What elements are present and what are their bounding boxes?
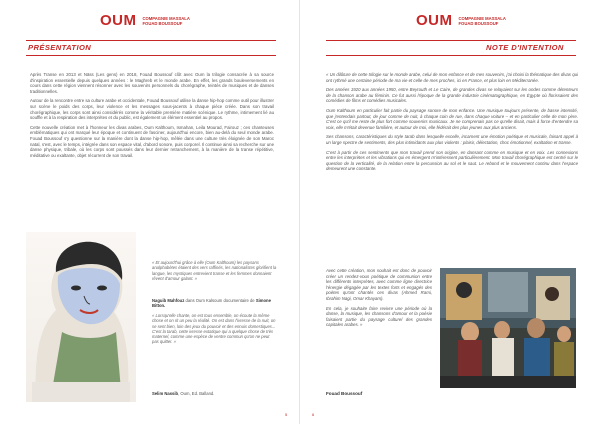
brand-sub-line1: COMPAGNIE MASSALA: [458, 15, 506, 21]
section-title-intention: NOTE D'INTENTION: [486, 43, 564, 52]
header-rule: [326, 40, 576, 41]
header-rule-bottom: [26, 55, 276, 56]
brand-name: OUM: [100, 12, 137, 29]
intention-column: [326, 268, 432, 332]
presentation-body: [30, 72, 274, 162]
quote-nassib: « Lorsqu'elle chante, on est tous ensemble, on écoute la même chose et on rit un peu la réalité. On est dans l'ivresse de la nuit, on se sent bien, loin des jeux du pouvoir et des ennuis domestiques... C'est la tarab, cette ivresse extatique qui a quelque chose de très maternel, comme une espèce de ventre commun qu'on ne peut pas quitter. »: [152, 313, 276, 345]
diva-portrait-icon: [26, 232, 136, 402]
brand-logo: [416, 12, 506, 29]
paragraph: Autour de la rencontre entre sa culture arabe et occidentale, Fouad Boussouf utilise la danse hip-hop comme outil pour illustrer sur scène le poids des corps, leur violence et les messages sous-jacents à chaque pièce créée. Dans son travail chorégraphique, les corps sont ainsi considérés comme la véritable première matière scénique. Le rythme, intimement lié au souffle et à la respiration des interprètes et du public, est également un élément essentiel au propos.: [30, 98, 274, 121]
header-rule-bottom: [326, 55, 576, 56]
brand-logo: [100, 12, 190, 29]
paragraph: En cela, je souhaite faire revivre une période où la danse, la musique, les chansons d'amour et la poésie faisaient partie du paysage culturel des grandes capitales arabes. »: [326, 305, 432, 328]
stage-photo: [440, 268, 576, 388]
quote-citation-2: [152, 391, 277, 396]
brand-name: OUM: [416, 12, 453, 29]
brand-sub-line1: COMPAGNIE MASSALA: [142, 15, 190, 21]
portrait-illustration: [26, 232, 136, 402]
cite-rest: dans Oum Kalsoum documentaire de: [184, 298, 256, 303]
brand-subtitle: [459, 16, 506, 26]
brand-sub-line2: FOUAD BOUSSOUF: [142, 20, 183, 26]
paragraph: Oum Kalthoum en particulier fait partie du paysage sonore de mon enfance. Une musique toujours présente, de basse intensité, que j'entendais partout, de jour comme de nuit, à chaque coin de rue, dans chaque voiture – et en particulier celle de mon père. C'est ce qu'il me reste de plus fort comme souvenirs musicaux. Je ne comprenais pas ce qu'elle disait, mais à force d'entendre sa voix, elle m'était devenue familière, et autour de moi, elle fédérait des plus jeunes aux plus anciens.: [326, 107, 578, 130]
paragraph: C'est à partir de ces sentiments que mon travail prend son origine, en dansant comme en musique et en voix. Les connexions entre les interprètes et les vibrations qui en émergent m'intéressent particulièrement. Mon travail chorégraphique est centré sur le question de la verticalité, de la relation entre la percussion au sol et le saut. Le rebond et le mouvement continu dans l'espace demeurent une constante.: [326, 149, 578, 172]
cite-rest: , Oum, Ed. Balland.: [178, 391, 215, 396]
cite-director: Simone Bitton.: [152, 298, 271, 309]
brand-sub-line2: FOUAD BOUSSOUF: [458, 20, 499, 26]
cite-author: Naguib Mahfouz: [152, 298, 185, 303]
page-number: 6: [312, 412, 315, 417]
section-title-presentation: PRÉSENTATION: [28, 43, 92, 52]
right-page: [300, 0, 600, 424]
paragraph: Après Transe en 2013 et Näss (Les gens) en 2018, Fouad Boussouf clôt avec Oum la trilogie consacrée à sa source d'inspiration essentielle depuis quelques années : le Maghreb et le monde arabe. En effet, les grands bouleversements en cours dans cette région viennent résonner avec les souvenirs personnels du chorégraphe, teintés de musiques et de danses traditionnelles.: [30, 72, 274, 94]
quote-citation-1: [152, 298, 277, 309]
cite-author: Selim Nassib: [152, 391, 179, 396]
paragraph: Des années 1920 aux années 1950, entre Beyrouth et Le Caire, de grandes divas se relayaient sur les ondes comme détenteurs de la chanson arabe au féminin. Ce fut aussi l'époque de la grande industrie cinématographique, en Égypte où florissaient des comédies de films et comédies musicales.: [326, 87, 578, 104]
paragraph: « Un dilôture de cette trilogie sur le monde arabe, celui de mon enfance et de mes souvenirs, j'ai choisi la thématique des divas qui ont rythmé une certaine période de ma vie et celle de mes proches, ici en France, et plus loin en Méditerranée.: [326, 72, 578, 83]
header-rule: [26, 40, 276, 41]
intention-body: [326, 72, 578, 176]
signature: Fouad Boussouf: [326, 391, 363, 396]
quote-mahfouz: « Et aujourd'hui grâce à elle (Oum Kalthoum) les paysans analphabètes étaient des vers raffinés, les nationalistes glorifient la langue, les mystiques entrevient transe et les femmes donnaient rêvent d'amour galant. »: [152, 260, 277, 281]
page-number: 5: [285, 412, 288, 417]
paragraph: Cette nouvelle création met à l'honneur les divas arabes, Oum Kalthoum, Ismahan, Leila Mourad, Fairouz ; ces chanteuses emblématiques qui ont marqué leur époque et continuent de fasciner, aujourd'hui encore, bien au-delà du seul monde arabe. Fouad Boussouf s'y questionne sur la manière dont la danse hip-hop, mêlée dans une culture très éloignée de son Maroc natal, s'est, avec le temps, intégrée dans son espace vital, d'abord sonore, puis corporel. Il continue ainsi sa recherche sur une danse physique, tribale, où les corps sont poussés dans leur dernier retranchement, à la manière de la transe répétitive, méditative ou exaltante, objet récurrent de son travail.: [30, 124, 274, 158]
brand-subtitle: [143, 16, 190, 26]
paragraph: Avec cette création, mon souhait est donc de pouvoir créer un rendez-vous poétique de communion entre les différents interprètes, avec comme ligne directrice l'énergie dégagée par les textes forts et engagés des poètes qu'ont chantés ces divas (Ahmed Rami, Ibrahim Nagi, Omar Khayam).: [326, 268, 432, 301]
paragraph: Ses chansons, caractéristiques du style tarab dans lesquelle excelle, incarnent une émotion poétique et musicale, faisant appel à un large spectre de sentiments, des plus intimidants aux plus violents : plaisir, délectation, choc émotionnel, exaltation et transe.: [326, 134, 578, 145]
photo-image-icon: [440, 268, 576, 388]
